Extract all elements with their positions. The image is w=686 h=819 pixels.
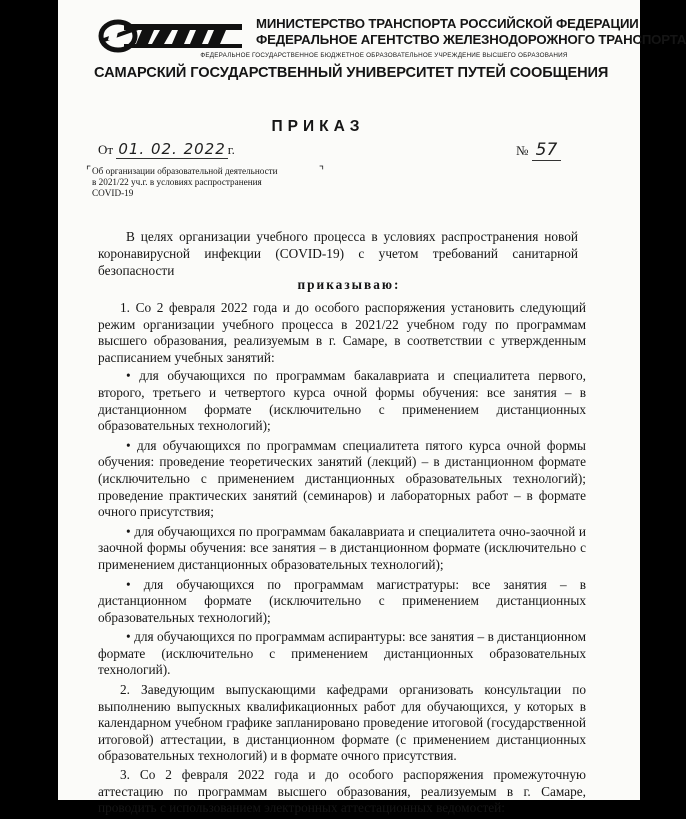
date-prefix: От [98, 142, 114, 157]
handwritten-date: 01. 02. 2022 [118, 140, 226, 158]
bracket-right-icon: ⌝ [318, 165, 324, 177]
list-item: • для обучающихся по программам магистратуры: все занятия – в дистанционном формате (исключительно с применением дистанционных образовательных технологий); [98, 576, 586, 625]
preamble: В целях организации учебного процесса в условиях распространения новой коронавирусной инфекции (COVID-19) с учетом требований санитарной безопасности [98, 229, 578, 278]
number-prefix: № [516, 143, 529, 158]
paragraph-2: 2. Заведующим выпускающими кафедрами организовать консультации по выполнению выпускных квалификационных работ для обучающихся, у которых в календарном учебном графике запланировано проведение итоговой (государственной итоговой) аттестации, в дистанционном формате (с применением дистанционных образовательных технологий) и в формате очного присутствия. [98, 682, 586, 764]
subject-line: в 2021/22 уч.г. в условиях распространения [92, 177, 262, 187]
ministry-name: МИНИСТЕРСТВО ТРАНСПОРТА РОССИЙСКОЙ ФЕДЕРАЦИИ [256, 16, 639, 31]
handwritten-number: 57 [532, 140, 562, 161]
university-name: САМАРСКИЙ ГОСУДАРСТВЕННЫЙ УНИВЕРСИТЕТ ПУТЕЙ СООБЩЕНИЯ [94, 65, 609, 81]
order-number [516, 140, 561, 160]
paragraph-1: 1. Со 2 февраля 2022 года и до особого распоряжения установить следующий режим организации учебного процесса в 2021/22 учебном году по программам высшего образования, реализуемым в г. Самаре, в соответствии с утвержденным расписанием учебных занятий: [98, 300, 586, 365]
ministry-lines [256, 16, 686, 48]
order-body [98, 300, 586, 819]
institution-status: ФЕДЕРАЛЬНОЕ ГОСУДАРСТВЕННОЕ БЮДЖЕТНОЕ ОБРАЗОВАТЕЛЬНОЕ УЧРЕЖДЕНИЕ ВЫСШЕГО ОБРАЗОВАНИЯ [200, 52, 568, 59]
paragraph-3: 3. Со 2 февраля 2022 года и до особого распоряжения промежуточную аттестацию по программам высшего образования, реализуемым в г. Самаре, проводить с использованием электронных аттестационных ведомостей: [98, 767, 586, 816]
document-title: ПРИКАЗ [271, 118, 365, 135]
date-suffix: г. [227, 142, 235, 157]
subject-line: Об организации образовательной деятельности [92, 166, 278, 176]
bracket-left-icon: ⌜ [86, 165, 92, 177]
agency-name: ФЕДЕРАЛЬНОЕ АГЕНТСТВО ЖЕЛЕЗНОДОРОЖНОГО ТРАНСПОРТА [256, 32, 686, 47]
list-item: • для обучающихся по программам бакалавриата и специалитета первого, второго, третьего и четвертого курса очной формы обучения: все занятия – в дистанционном формате (исключительно с применением дистанционных образовательных технологий); [98, 368, 586, 434]
university-logo [98, 18, 246, 54]
subject-line: COVID-19 [92, 188, 134, 198]
list-item: • для обучающихся по программам специалитета пятого курса очной формы обучения: проведение теоретических занятий (лекций) – в дистанционном формате (исключительно с применением дистанционных образовательных технологий); проведение практических занятий (семинаров) и лабораторных работ – в формате очного присутствия; [98, 437, 586, 520]
order-directive: приказываю: [297, 277, 401, 292]
list-item: • для обучающихся по программам бакалавриата и специалитета очно-заочной и заочной формы обучения: все занятия – в дистанционном формате (исключительно с применением дистанционных образовательных технологий); [98, 523, 586, 572]
document-sheet [58, 0, 686, 816]
order-date [98, 140, 235, 158]
order-subject [86, 165, 324, 199]
list-item: • для обучающихся по программам аспирантуры: все занятия – в дистанционном формате (исключительно с применением дистанционных образовательных технологий). [98, 629, 586, 678]
